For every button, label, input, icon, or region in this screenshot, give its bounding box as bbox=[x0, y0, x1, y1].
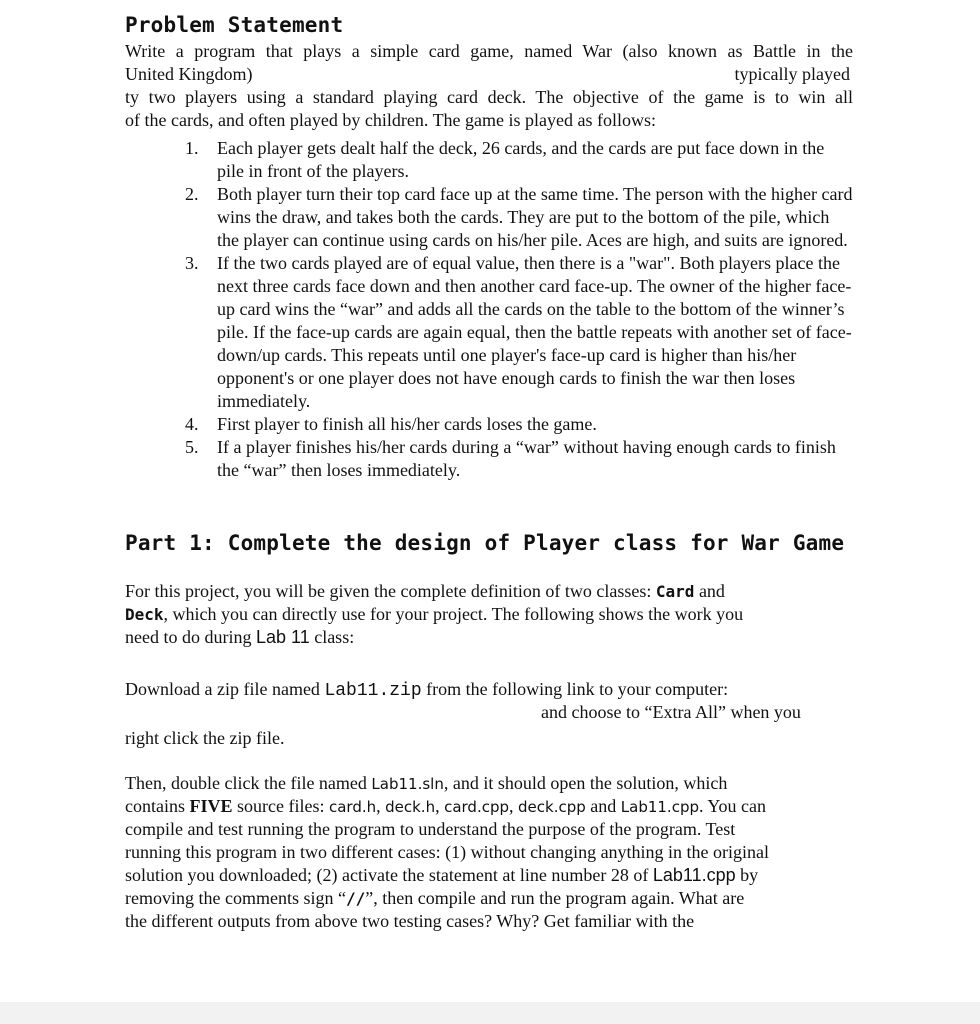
rule-number: 2. bbox=[185, 184, 199, 204]
rule-item bbox=[185, 436, 853, 482]
rule-item bbox=[185, 413, 853, 436]
text-line: compile and test running the program to understand the purpose of the program. Test bbox=[125, 819, 736, 839]
lab-cpp-name: Lab11.cpp bbox=[652, 865, 736, 885]
text-line bbox=[125, 626, 853, 649]
text-run: and bbox=[694, 581, 725, 601]
part1-paragraph-download bbox=[125, 678, 853, 750]
text-run: and bbox=[585, 796, 621, 816]
text-line: the different outputs from above two testing cases? Why? Get familiar with the bbox=[125, 911, 695, 931]
text-run: removing the comments sign “ bbox=[125, 888, 346, 908]
intro-line: Write a program that plays a simple card game, named War (also known as Battle in the bbox=[125, 41, 853, 61]
text-run: , bbox=[509, 796, 519, 816]
text-line bbox=[125, 603, 853, 626]
page-bottom-strip bbox=[0, 1002, 980, 1024]
source-file-name: Lab11.cpp bbox=[620, 798, 699, 816]
card-class-name: Card bbox=[655, 582, 695, 601]
part1-paragraph-solution bbox=[125, 772, 853, 933]
intro-paragraph bbox=[125, 40, 853, 132]
text-line: running this program in two different cases: (1) without changing anything in the original bbox=[125, 842, 770, 862]
text-run: For this project, you will be given the complete definition of two classes: bbox=[125, 581, 656, 601]
intro-line-left: United Kingdom) bbox=[125, 64, 253, 84]
text-run: ”, then compile and run the program again. What are bbox=[365, 888, 745, 908]
rule-text: First player to finish all his/her cards loses the game. bbox=[217, 414, 597, 434]
text-run: , bbox=[435, 796, 445, 816]
rule-text: If the two cards played are of equal value, then there is a "war". Both players place the next three cards face down and then another card face-up. The owner of the higher face-up card wins the “war” and adds all the cards on the table to the bottom of the winner’s pile. If the face-up cards are again equal, then the battle repeats with another set of face-down/up cards. This repeats until one player's face-up card is higher than his/her opponent's or one player does not have enough cards to finish the war then loses immediately. bbox=[217, 253, 852, 411]
text-run: class: bbox=[309, 627, 355, 647]
text-line bbox=[125, 864, 853, 887]
intro-line bbox=[125, 63, 853, 86]
text-line bbox=[125, 887, 853, 910]
text-line bbox=[125, 795, 853, 818]
rule-text: Both player turn their top card face up at the same time. The person with the higher card wins the draw, and takes both the cards. They are put to the bottom of the pile, which the player can continue using cards on his/her pile. Aces are high, and suits are ignored. bbox=[217, 184, 853, 250]
rule-text: Each player gets dealt half the deck, 26 cards, and the cards are put face down in the pile in front of the players. bbox=[217, 138, 825, 181]
source-file-name: card.cpp bbox=[444, 798, 510, 816]
rule-item bbox=[185, 183, 853, 252]
rule-number: 5. bbox=[185, 437, 199, 457]
rule-item bbox=[185, 137, 853, 183]
text-run: need to do during bbox=[125, 627, 256, 647]
rule-number: 3. bbox=[185, 253, 199, 273]
comment-sign: // bbox=[345, 889, 366, 908]
intro-line: ty two players using a standard playing card deck. The objective of the game is to win all bbox=[125, 87, 853, 107]
text-run: Then, double click the file named bbox=[125, 773, 372, 793]
intro-line-right: typically played bbox=[734, 64, 850, 84]
source-file-name: deck.cpp bbox=[518, 798, 586, 816]
text-run: from the following link to your computer: bbox=[421, 679, 729, 699]
part1-heading: Part 1: Complete the design of Player class for War Game bbox=[125, 531, 845, 555]
intro-line: of the cards, and often played by children. The game is played as follows: bbox=[125, 110, 657, 130]
part1-paragraph-classes bbox=[125, 580, 853, 649]
zip-file-name: Lab11.zip bbox=[324, 681, 422, 701]
text-line bbox=[125, 772, 853, 795]
rules-list bbox=[185, 137, 853, 482]
text-run: , and it should open the solution, which bbox=[443, 773, 728, 793]
text-line bbox=[125, 580, 853, 603]
text-run: , which you can directly use for your project. The following shows the work you bbox=[163, 604, 744, 624]
text-line: and choose to “Extra All” when you bbox=[541, 702, 801, 722]
text-run: source files: bbox=[232, 796, 329, 816]
source-file-name: card.h bbox=[328, 798, 377, 816]
text-run: solution you downloaded; (2) activate the statement at line number 28 of bbox=[125, 865, 653, 885]
rule-text: If a player finishes his/her cards during a “war” without having enough cards to finish the “war” then loses immediately. bbox=[217, 437, 836, 480]
text-line: right click the zip file. bbox=[125, 728, 285, 748]
source-file-name: deck.h bbox=[385, 798, 436, 816]
rule-item bbox=[185, 252, 853, 413]
text-run: , bbox=[376, 796, 386, 816]
sln-file-name: Lab11.sln bbox=[371, 775, 444, 793]
text-run: . You can bbox=[698, 796, 766, 816]
rule-number: 1. bbox=[185, 138, 199, 158]
five-emphasis: FIVE bbox=[189, 796, 233, 816]
rule-number: 4. bbox=[185, 414, 199, 434]
text-run: by bbox=[735, 865, 759, 885]
text-run: contains bbox=[125, 796, 190, 816]
lab-name: Lab 11 bbox=[255, 627, 310, 647]
text-run: Download a zip file named bbox=[125, 679, 325, 699]
deck-class-name: Deck bbox=[125, 605, 164, 624]
text-line bbox=[125, 678, 853, 701]
problem-statement-heading: Problem Statement bbox=[125, 13, 344, 37]
